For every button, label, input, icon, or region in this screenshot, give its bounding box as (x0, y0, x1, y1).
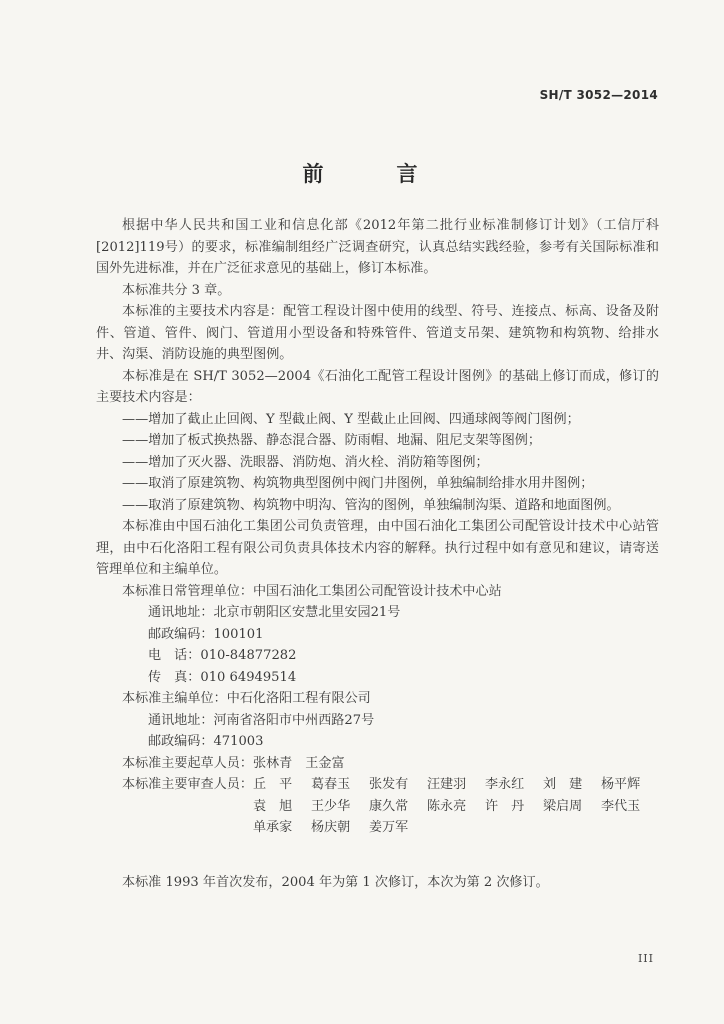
management-postcode-row (96, 624, 659, 646)
reviewer-name: 葛春玉 (310, 777, 351, 792)
management-address: 北京市朝阳区安慧北里安园21号 (213, 605, 401, 620)
reviewer-name: 李代玉 (600, 798, 641, 814)
management-fax-label: 传 真： (148, 669, 201, 685)
reviewer-name: 李永红 (484, 777, 525, 792)
reviewers-names (253, 774, 659, 839)
reviewer-name: 杨平辉 (600, 777, 641, 792)
editor-address-label: 通讯地址： (148, 712, 214, 728)
management-phone-label: 电 话： (148, 648, 201, 663)
standard-code: SH/T 3052—2014 (539, 88, 658, 102)
page-title: 前 言 (302, 161, 444, 186)
paragraph-revision: 本标准是在 SH/T 3052—2004《石油化工配管工程设计图例》的基础上修订而成，修订的主要技术内容是： (96, 368, 659, 405)
reviewer-name: 汪建羽 (426, 777, 467, 792)
change-item: ——取消了原建筑物、构筑物中明沟、管沟的图例，单独编制沟渠、道路和地面图例。 (122, 497, 620, 513)
reviewer-name: 许 丹 (484, 798, 525, 814)
reviewer-name: 杨庆朝 (310, 820, 351, 835)
management-fax: 010 64949514 (200, 669, 297, 685)
reviewers-label: 本标准主要审查人员： (122, 777, 253, 792)
editor-unit-row (96, 688, 659, 710)
document-body (96, 215, 659, 893)
change-item: ——取消了原建筑物、构筑物典型图例中阀门井图例，单独编制给排水用井图例； (122, 476, 594, 491)
management-unit-row (96, 581, 659, 603)
reviewer-name: 梁启周 (542, 798, 583, 814)
management-address-label: 通讯地址： (148, 605, 214, 620)
editor-address: 河南省洛阳市中州西路27号 (213, 712, 375, 728)
reviewer-name: 单承家 (252, 820, 293, 835)
page-number: III (637, 952, 654, 965)
change-item: ——增加了灭火器、洗眼器、消防炮、消火栓、消防箱等图例； (122, 454, 489, 470)
management-fax-row (96, 667, 659, 689)
drafters-row (96, 753, 659, 775)
editor-postcode: 471003 (213, 734, 264, 749)
paragraph-chapters: 本标准共分 3 章。 (122, 282, 231, 298)
reviewer-name: 王少华 (310, 798, 351, 814)
editor-unit-org: 中石化洛阳工程有限公司 (226, 691, 371, 706)
management-unit-org: 中国石油化工集团公司配管设计技术中心站 (252, 583, 502, 599)
paragraph-management: 本标准由中国石油化工集团公司负责管理，由中国石油化工集团公司配管设计技术中心站管理，由中石化洛阳工程有限公司负责具体技术内容的解释。执行过程中如有意见和建议，请寄送管理单位和主编单位。 (96, 519, 659, 577)
paragraph-basis: 根据中华人民共和国工业和信息化部《2012年第二批行业标准制修订计划》（工信厅科[2012]119号）的要求，标准编制组经广泛调查研究，认真总结实践经验，参考有关国际标准和国外先进标准，并在广泛征求意见的基础上，修订本标准。 (96, 218, 659, 276)
management-phone: 010-84877282 (200, 648, 297, 663)
editor-postcode-row (96, 731, 659, 753)
reviewer-name: 丘 平 (252, 777, 293, 792)
reviewers-row (96, 774, 659, 839)
management-postcode-label: 邮政编码： (148, 626, 214, 642)
editor-address-row (96, 710, 659, 732)
reviewer-name: 姜万军 (368, 820, 409, 835)
management-unit-label: 本标准日常管理单位： (122, 583, 253, 599)
management-postcode: 100101 (213, 626, 264, 642)
reviewer-name: 张发有 (368, 777, 409, 792)
editor-postcode-label: 邮政编码： (148, 734, 214, 749)
reviewer-name: 袁 旭 (252, 798, 293, 814)
reviewer-name: 陈永亮 (426, 798, 467, 814)
editor-unit-label: 本标准主编单位： (122, 691, 227, 706)
change-item: ——增加了板式换热器、静态混合器、防雨帽、地漏、阻尼支架等图例； (122, 433, 541, 448)
drafters-names: 张林青 王金富 (252, 755, 345, 771)
reviewer-name: 刘 建 (542, 777, 583, 792)
change-item: ——增加了截止止回阀、Y 型截止阀、Y 型截止止回阀、四通球阀等阀门图例； (122, 411, 580, 427)
paragraph-history: 本标准 1993 年首次发布，2004 年为第 1 次修订，本次为第 2 次修订。 (122, 874, 549, 890)
reviewer-name: 康久常 (368, 798, 409, 814)
management-phone-row (96, 645, 659, 667)
drafters-label: 本标准主要起草人员： (122, 755, 253, 771)
paragraph-content: 本标准的主要技术内容是：配管工程设计图中使用的线型、符号、连接点、标高、设备及附件、管道、管件、阀门、管道用小型设备和特殊管件、管道支吊架、建筑物和构筑物、给排水井、沟渠、消防设施的典型图例。 (96, 304, 659, 362)
management-address-row (96, 602, 659, 624)
